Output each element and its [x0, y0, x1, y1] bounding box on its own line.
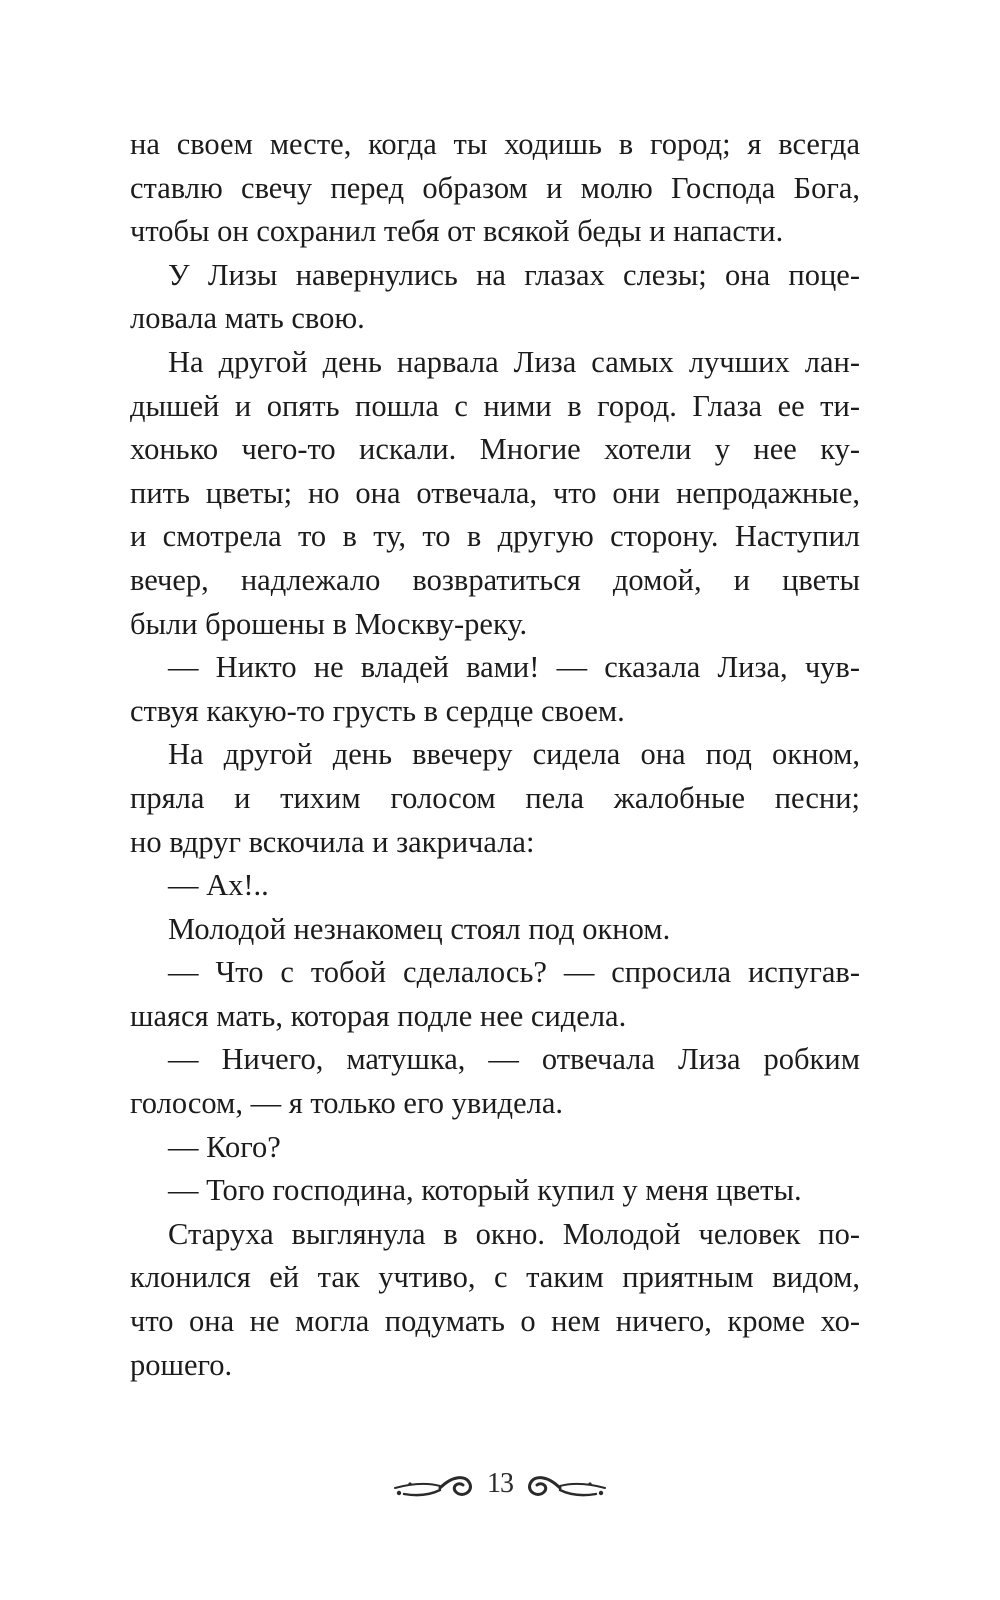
text-line: но вдруг вскочила и закричала:: [130, 824, 535, 859]
text-line: ствуя какую-то грусть в сердце своем.: [130, 693, 625, 728]
text-line: были брошены в Москву-реку.: [130, 606, 528, 641]
text-line: — Ах!..: [168, 868, 269, 903]
page-footer: [0, 1460, 1000, 1520]
text-line: Старуха выглянула в окно. Молодой человек по-: [168, 1216, 860, 1251]
text-line: шаяся мать, которая подле нее сидела.: [130, 998, 627, 1033]
text-line: — Ничего, матушка, — отвечала Лиза робким: [168, 1042, 860, 1077]
text-line: ставлю свечу перед образом и молю Господа Бога,: [130, 170, 860, 205]
text-line: — Того господина, который купил у меня цветы.: [168, 1173, 802, 1208]
text-line: и смотрела то в ту, то в другую сторону. Наступил: [130, 519, 860, 554]
text-line: голосом, — я только его увидела.: [130, 1086, 563, 1121]
text-line: ловала мать свою.: [130, 301, 365, 336]
text-line: что она не могла подумать о нем ничего, кроме хо-: [130, 1304, 860, 1339]
text-line: — Кого?: [168, 1129, 281, 1164]
text-line: — Что с тобой сделалось? — спросила испугав-: [168, 955, 860, 990]
text-line: клонился ей так учтиво, с таким приятным видом,: [130, 1260, 860, 1295]
text-line: хонько чего-то искали. Многие хотели у нее ку-: [130, 432, 860, 467]
text-line: дышей и опять пошла с ними в город. Глаза ее ти-: [130, 388, 860, 423]
page-number: 13: [487, 1468, 513, 1499]
text-line: пить цветы; но она отвечала, что они непродажные,: [130, 475, 860, 510]
text-line: Молодой незнакомец стоял под окном.: [168, 911, 671, 946]
text-line: чтобы он сохранил тебя от всякой беды и напасти.: [130, 214, 784, 249]
text-line: вечер, надлежало возвратиться домой, и цветы: [130, 562, 860, 597]
body-text: [130, 123, 860, 1387]
text-line: пряла и тихим голосом пела жалобные песни;: [130, 780, 860, 815]
text-line: На другой день ввечеру сидела она под окном,: [168, 737, 860, 772]
text-line: На другой день нарвала Лиза самых лучших лан-: [168, 344, 860, 379]
text-line: рошего.: [130, 1347, 233, 1382]
text-line: — Никто не владей вами! — сказала Лиза, чув-: [168, 650, 860, 685]
text-line: на своем месте, когда ты ходишь в город; я всегда: [130, 127, 860, 161]
text-line: У Лизы навернулись на глазах слезы; она поце-: [168, 257, 860, 292]
